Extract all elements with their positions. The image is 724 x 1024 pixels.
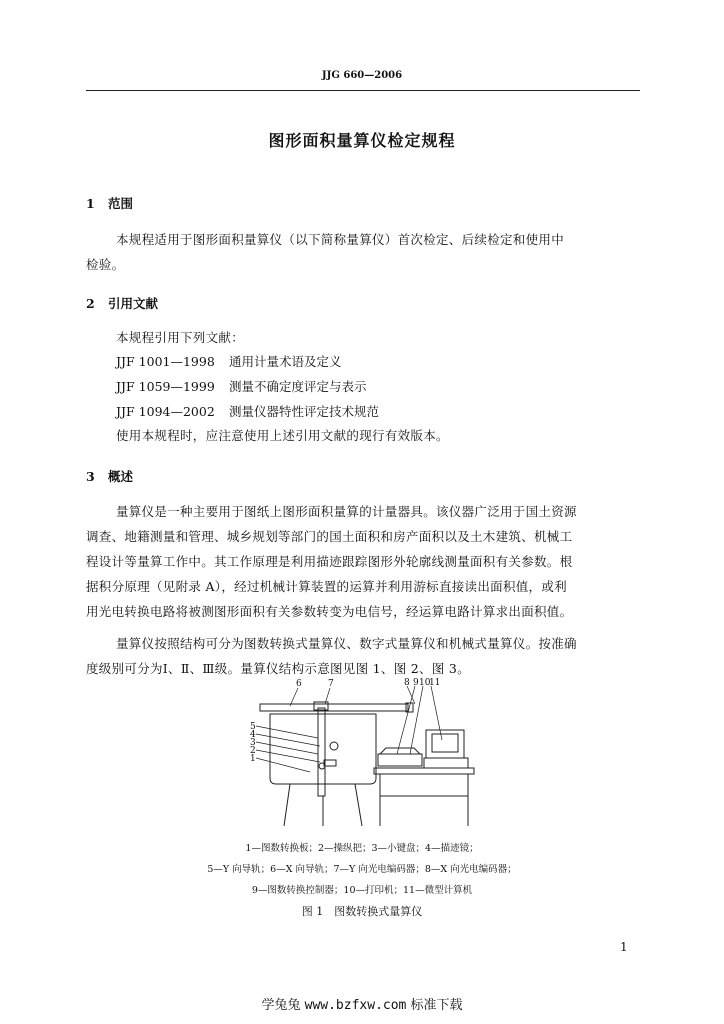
footer-suffix: 标准下载 <box>406 998 463 1013</box>
section-heading-1 <box>86 194 133 212</box>
footer-prefix: 学兔兔 <box>261 998 305 1013</box>
section-title: 引用文献 <box>108 296 159 311</box>
reference-item <box>116 352 342 370</box>
reference-item <box>116 377 367 395</box>
controller <box>378 754 422 766</box>
y-guide-rail <box>318 708 325 796</box>
page-number: 1 <box>620 940 628 954</box>
figure-label: 8 <box>404 678 410 688</box>
figure-caption-line: 9—图数转换控制器；10—打印机；11—微型计算机 <box>251 885 473 896</box>
paragraph-line: 度级别可分为Ⅰ、Ⅱ、Ⅲ级。量算仪结构示意图见图 1、图 2、图 3。 <box>86 661 470 676</box>
figure-label: 2 <box>250 746 256 756</box>
reference-code: JJF 1001—1998 <box>116 354 215 369</box>
figure-title: 图 1 图数转换式量算仪 <box>301 905 423 918</box>
figure-label: 5 <box>250 722 256 732</box>
running-header: JJG 660—2006 <box>321 70 403 81</box>
printer <box>380 748 420 754</box>
paragraph-line: 程设计等量算工作中。其工作原理是利用描迹跟踪图形外轮廓线测量面积有关参数。根 <box>86 554 573 569</box>
figure-label: 10 <box>419 678 431 688</box>
tracer-lens <box>330 742 338 750</box>
reference-code: JJF 1059—1999 <box>116 379 215 394</box>
figure-caption-line: 5—Y 向导轨；6—X 向导轨；7—Y 向光电编码器；8—X 向光电编码器； <box>207 864 517 875</box>
section-heading-3 <box>86 467 133 485</box>
reference-name: 测量不确定度评定与表示 <box>229 379 367 394</box>
paragraph-line: 量算仪按照结构可分为图数转换式量算仪、数字式量算仪和机械式量算仪。按准确 <box>116 636 577 651</box>
figure-label: 6 <box>296 679 302 689</box>
board-stand <box>284 784 362 826</box>
section-heading-2 <box>86 294 158 312</box>
section-number: 3 <box>86 469 95 484</box>
figure-label: 4 <box>250 730 256 740</box>
figure-label: 11 <box>429 678 441 688</box>
reference-name: 测量仪器特性评定技术规范 <box>229 404 380 419</box>
leader-lines <box>290 686 442 754</box>
paragraph-line: 据积分原理（见附录 A），经过机械计算装置的运算并利用游标直接读出面积值，或利 <box>86 579 567 594</box>
table-legs <box>380 774 468 826</box>
paragraph-line: 调查、地籍测量和管理、城乡规划等部门的国土面积和房产面积以及土木建筑、机械工 <box>86 529 573 544</box>
paragraph-line: 本规程适用于图形面积量算仪（以下简称量算仪）首次检定、后续检定和使用中 <box>116 232 565 247</box>
computer-table <box>374 768 474 774</box>
paragraph-line: 用光电转换电路将被测图形面积有关参数转变为电信号，经运算电路计算求出面积值。 <box>86 604 573 619</box>
section-number: 2 <box>86 296 95 311</box>
section-number: 1 <box>86 196 95 211</box>
figure-1-diagram <box>210 676 500 828</box>
section-title: 概述 <box>108 469 134 484</box>
keypad <box>324 760 336 766</box>
reference-name: 通用计量术语及定义 <box>229 354 342 369</box>
site-footer <box>0 994 724 1013</box>
digitizer-board <box>270 714 376 784</box>
reference-code: JJF 1094—2002 <box>116 404 215 419</box>
leader-lines <box>256 726 320 772</box>
figure-label: 3 <box>250 738 256 748</box>
figure-label: 9 <box>413 678 419 688</box>
monitor-screen <box>432 734 458 752</box>
paragraph-line: 使用本规程时，应注意使用上述引用文献的现行有效版本。 <box>116 428 449 443</box>
footer-site-link[interactable]: www.bzfxw.com <box>304 998 407 1013</box>
header-rule <box>86 90 640 91</box>
figure-caption-line: 1—图数转换板；2—操纵把；3—小键盘；4—描迹镜； <box>245 843 479 854</box>
paragraph-line: 本规程引用下列文献： <box>116 330 245 345</box>
figure-label: 1 <box>250 754 256 764</box>
section-title: 范围 <box>108 196 134 211</box>
figure-label: 7 <box>328 679 334 689</box>
y-encoder <box>314 702 328 710</box>
paragraph-line: 检验。 <box>86 257 125 272</box>
x-guide-rail <box>260 704 408 711</box>
reference-item <box>116 402 379 420</box>
paragraph-line: 量算仪是一种主要用于图纸上图形面积量算的计量器具。该仪器广泛用于国土资源 <box>116 504 577 519</box>
computer-base <box>424 758 468 768</box>
document-title: 图形面积量算仪检定规程 <box>268 131 456 150</box>
